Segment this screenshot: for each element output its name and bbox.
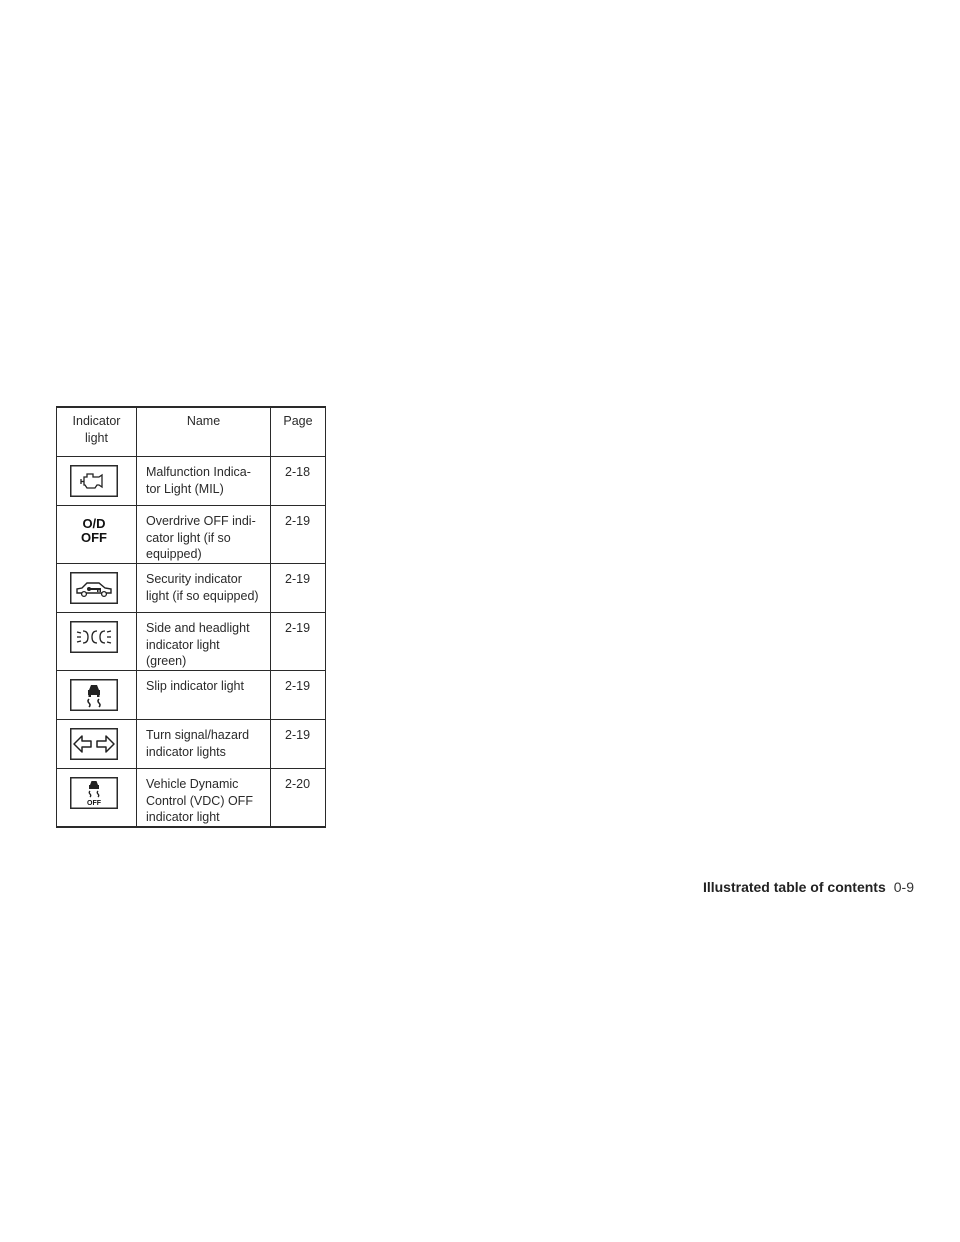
indicator-icon-cell	[57, 720, 137, 769]
header-page: Page	[271, 407, 326, 457]
indicator-page: 2-19	[271, 613, 326, 671]
turn-signal-arrows-icon	[70, 728, 118, 760]
table-row	[57, 506, 326, 564]
od-icon-text-bottom: OFF	[81, 530, 107, 545]
table-row	[57, 613, 326, 671]
vdc-off-icon	[70, 777, 118, 809]
slip-skid-car-icon	[70, 679, 118, 711]
indicator-name	[137, 564, 271, 613]
indicator-name-text: Side and headlight indicator light (green)	[146, 621, 250, 668]
table-row	[57, 564, 326, 613]
indicator-page: 2-19	[271, 564, 326, 613]
footer-page-number: 0-9	[893, 879, 914, 895]
header-indicator-line1: Indicator	[72, 414, 121, 428]
indicator-name-text: Security indicator light (if so equipped)	[146, 572, 259, 603]
indicator-icon-cell	[57, 769, 137, 828]
page-footer	[703, 879, 914, 895]
indicator-name	[137, 671, 271, 720]
indicator-page: 2-19	[271, 720, 326, 769]
overdrive-off-icon	[70, 514, 118, 548]
footer-section-title: Illustrated table of contents	[702, 879, 886, 895]
indicator-name	[137, 457, 271, 506]
indicator-name-text: Overdrive OFF indi- cator light (if so equipped)	[146, 514, 256, 561]
table-row	[57, 769, 326, 828]
indicator-page: 2-18	[271, 457, 326, 506]
indicator-name-text: Vehicle Dynamic Control (VDC) OFF indicator light	[146, 777, 253, 824]
indicator-name	[137, 720, 271, 769]
header-indicator-light	[57, 407, 137, 457]
indicator-name-text: Malfunction Indica- tor Light (MIL)	[146, 465, 251, 496]
table-row	[57, 457, 326, 506]
check-engine-icon	[70, 465, 118, 497]
indicator-icon-cell	[57, 671, 137, 720]
indicator-page: 2-19	[271, 671, 326, 720]
indicator-name	[137, 769, 271, 828]
indicator-page: 2-19	[271, 506, 326, 564]
indicator-name-text: Turn signal/hazard indicator lights	[146, 728, 250, 759]
header-indicator-line2: light	[85, 430, 108, 445]
indicator-name-text: Slip indicator light	[146, 679, 244, 693]
indicator-name	[137, 613, 271, 671]
table-row	[57, 671, 326, 720]
indicator-lights-table	[56, 406, 326, 828]
header-name: Name	[137, 407, 271, 457]
indicator-icon-cell	[57, 457, 137, 506]
vdc-icon-text: OFF	[87, 800, 101, 807]
indicator-icon-cell	[57, 506, 137, 564]
table-row	[57, 720, 326, 769]
indicator-name	[137, 506, 271, 564]
od-icon-text-top: O/D	[82, 516, 106, 531]
side-headlight-icon	[70, 621, 118, 653]
table-header-row	[57, 407, 326, 457]
indicator-icon-cell	[57, 564, 137, 613]
indicator-icon-cell	[57, 613, 137, 671]
security-car-key-icon	[70, 572, 118, 604]
indicator-page: 2-20	[271, 769, 326, 828]
